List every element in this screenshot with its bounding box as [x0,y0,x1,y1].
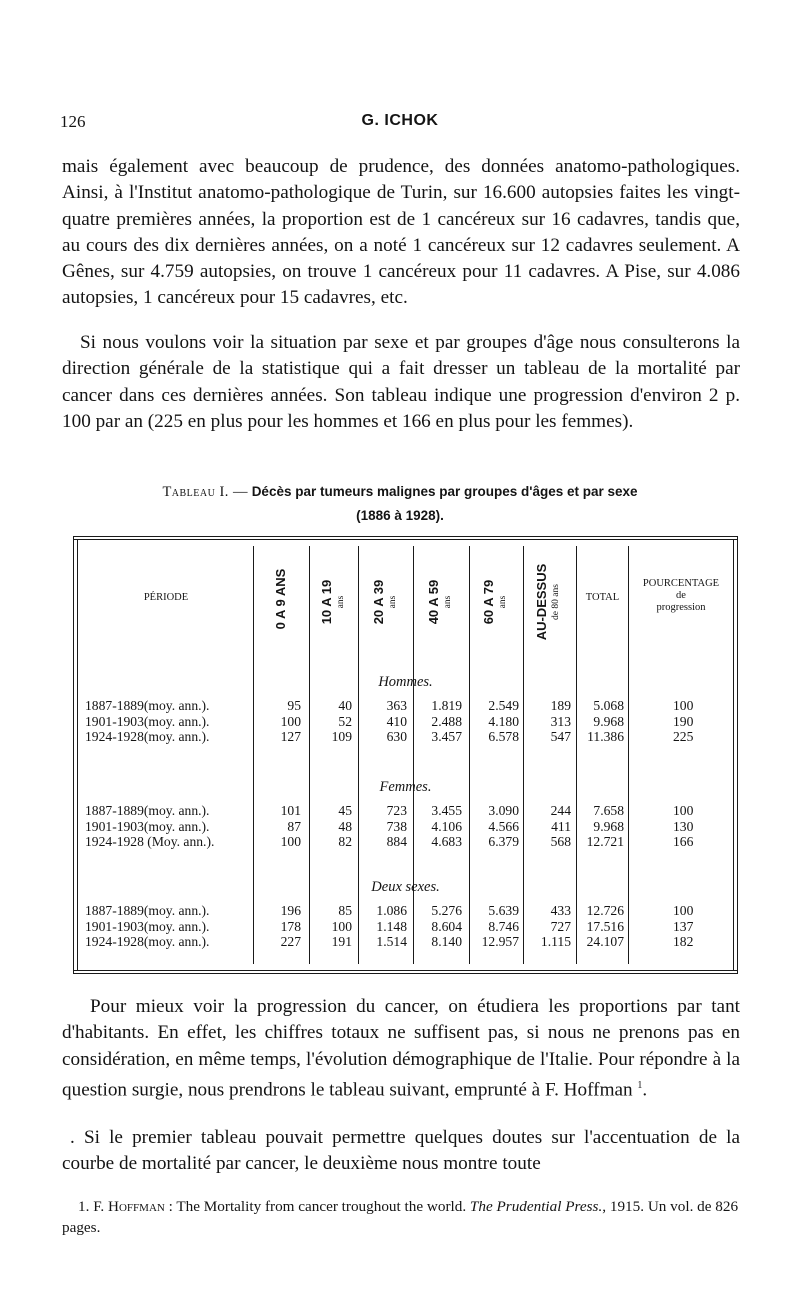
paragraph-1: mais également avec beaucoup de prudence, des données anatomo-pathologiques. Ainsi, à l'Institut anatomo-pathologique de Turin, sur 16.600 autopsies faites les vingt-quatre premières années, la proportion est de 1 cancéreux sur 16 cadavres, tandis que, au cours des dix dernières années, on a noté 1 cancéreux sur 12 cadavres seulement. A Gênes, sur 4.759 autopsies, on trouve 1 cancéreux pour 11 cadavres. A Pise, sur 4.086 autopsies, 1 cancéreux pour 15 cadavres, etc. [62,156,740,309]
value-cell: 1.115 [540,934,571,950]
period-cell: 1887-1889(moy. ann.). [85,903,210,918]
value-cell: 182 [673,934,694,950]
table-row [73,903,738,919]
period-cell: 1887-1889(moy. ann.). [85,698,210,713]
value-cell: 40 [338,698,352,713]
period-cell: 1924-1928(moy. ann.). [85,729,210,745]
value-cell: 738 [386,818,407,834]
section-title: Hommes. [378,674,433,690]
value-cell: 100 [331,918,352,934]
value-cell: 6.379 [488,834,519,850]
caption-years: (1886 à 1928). [356,508,444,523]
table-row [73,729,738,745]
header-pourcentage-3: progression [656,602,706,613]
table-row [73,698,738,714]
header-age-80-plus [535,552,563,652]
value-cell: 190 [673,713,694,729]
header-age-20-39-unit: ans [388,595,398,609]
header-total: TOTAL [585,592,620,603]
value-cell: 9.968 [593,713,624,729]
header-age-10-19-label: 10 A 19 [319,579,334,625]
value-cell: 723 [386,803,407,818]
value-cell: 12.726 [586,903,624,918]
page-header [60,112,740,134]
value-cell: 52 [338,713,352,729]
header-age-0-9: 0 A 9 ANS [273,568,288,630]
value-cell: 87 [287,818,301,834]
paragraph-4: . Si le premier tableau pouvait permettre quelques doutes sur l'accentuation de la courbe de mortalité par cancer, le deuxième nous montre toute [62,1127,740,1175]
value-cell: 100 [280,834,301,850]
value-cell: 363 [386,698,407,713]
header-age-80-unit: de 80 ans [551,584,561,620]
value-cell: 9.968 [593,818,624,834]
table-row [73,819,738,835]
period-cell: 1924-1928(moy. ann.). [85,934,210,950]
table-row [73,934,738,950]
header-age-40-59-unit: ans [443,595,453,609]
running-title: G. ICHOK [361,112,439,129]
value-cell: 48 [338,818,352,834]
page-number: 126 [60,112,86,131]
value-cell: 1.148 [376,918,407,934]
footnote-text: : The Mortality from cancer troughout the world. [168,1198,467,1215]
value-cell: 4.683 [431,834,462,850]
header-pourcentage-2: de [676,590,686,601]
value-cell: 5.068 [593,698,624,713]
value-cell: 727 [550,918,571,934]
period-cell: 1901-1903(moy. ann.). [85,713,210,729]
period-cell: 1887-1889(moy. ann.). [85,803,210,818]
header-pourcentage [629,578,733,614]
footnote-author: Hoffman [108,1198,165,1215]
table-row [73,834,738,850]
value-cell: 100 [673,698,694,713]
value-cell: 433 [550,903,571,918]
header-age-40-59-label: 40 A 59 [426,579,441,625]
value-cell: 82 [338,834,352,850]
header-age-80-label: AU-DESSUS [534,563,549,641]
value-cell: 100 [673,803,694,818]
value-cell: 410 [386,713,407,729]
value-cell: 8.746 [488,918,519,934]
footnote-publisher: The Prudential Press. [469,1198,603,1215]
value-cell: 4.566 [488,818,519,834]
value-cell: 12.957 [481,934,519,950]
value-cell: 109 [331,729,352,745]
value-cell: 5.276 [431,903,462,918]
mortality-table [73,536,738,975]
value-cell: 2.488 [431,713,462,729]
value-cell: 24.107 [586,934,624,950]
value-cell: 630 [386,729,407,745]
value-cell: 227 [280,934,301,950]
value-cell: 178 [280,918,301,934]
paragraph-2: Si nous voulons voir la situation par sexe et par groupes d'âge nous consulterons la direction générale de la statistique qui a fait dresser un tableau de la mortalité par cancer dans ces dernières années. Son tableau indique une progression d'environ 2 p. 100 par an (225 en plus pour les hommes et 166 en plus pour les femmes). [62,332,740,432]
value-cell: 189 [550,698,571,713]
header-age-10-19-unit: ans [336,595,346,609]
header-periode: PÉRIODE [143,592,189,603]
header-age-60-79-label: 60 A 79 [481,579,496,625]
value-cell: 411 [551,818,571,834]
header-age-60-79 [482,552,510,652]
paragraph-3-end: . [642,1079,648,1101]
value-cell: 1.819 [431,698,462,713]
header-age-40-59 [427,552,455,652]
value-cell: 166 [673,834,694,850]
footnote-rest: , 1915. Un vol. de 826 pages. [62,1198,739,1236]
value-cell: 3.090 [488,803,519,818]
value-cell: 3.455 [431,803,462,818]
value-cell: 4.180 [488,713,519,729]
value-cell: 127 [280,729,301,745]
caption-label: Tableau I. — [162,484,249,500]
value-cell: 8.140 [431,934,462,950]
period-cell: 1924-1928 (Moy. ann.). [85,834,215,850]
paragraph-3 [62,994,740,1104]
value-cell: 196 [280,903,301,918]
value-cell: 191 [331,934,352,950]
value-cell: 884 [386,834,407,850]
value-cell: 95 [287,698,301,713]
section-title: Deux sexes. [371,879,440,895]
header-age-20-39-label: 20 A 39 [371,579,386,625]
header-age-60-79-unit: ans [498,595,508,609]
value-cell: 4.106 [431,818,462,834]
table-row [73,803,738,819]
header-age-20-39 [372,552,400,652]
value-cell: 568 [550,834,571,850]
paragraph-3-text: Pour mieux voir la progression du cancer, on étudiera les proportions par tant d'habitants. En effet, les chiffres totaux ne suffisent pas, si nous ne prenons pas en considération, en même temps, l'évolution démographique de l'Italie. Pour répondre à la question surgie, nous prendrons le tableau suivant, emprunté à F. Hoffman [62,996,740,1101]
value-cell: 225 [673,729,694,745]
table-caption [60,480,740,528]
value-cell: 547 [550,729,571,745]
table-row [73,919,738,935]
value-cell: 101 [280,803,301,818]
value-cell: 17.516 [586,918,624,934]
value-cell: 5.639 [488,903,519,918]
value-cell: 85 [338,903,352,918]
value-cell: 100 [673,903,694,918]
value-cell: 11.386 [587,729,624,745]
header-pourcentage-1: POURCENTAGE [642,578,720,589]
footnote-number: 1. F. [78,1198,105,1215]
value-cell: 313 [550,713,571,729]
caption-title: Décès par tumeurs malignes par groupes d'âges et par sexe [251,484,638,499]
table-row [73,714,738,730]
footnote [62,1196,740,1238]
value-cell: 1.514 [376,934,407,950]
value-cell: 12.721 [586,834,624,850]
period-cell: 1901-1903(moy. ann.). [85,818,210,834]
value-cell: 8.604 [431,918,462,934]
value-cell: 45 [338,803,352,818]
value-cell: 137 [673,918,694,934]
value-cell: 3.457 [431,729,462,745]
value-cell: 130 [673,818,694,834]
header-age-10-19 [320,552,348,652]
value-cell: 2.549 [488,698,519,713]
value-cell: 7.658 [593,803,624,818]
section-title: Femmes. [379,779,432,795]
value-cell: 6.578 [488,729,519,745]
period-cell: 1901-1903(moy. ann.). [85,918,210,934]
value-cell: 100 [280,713,301,729]
value-cell: 1.086 [376,903,407,918]
value-cell: 244 [550,803,571,818]
footnote-ref[interactable]: 1 [637,1079,643,1091]
